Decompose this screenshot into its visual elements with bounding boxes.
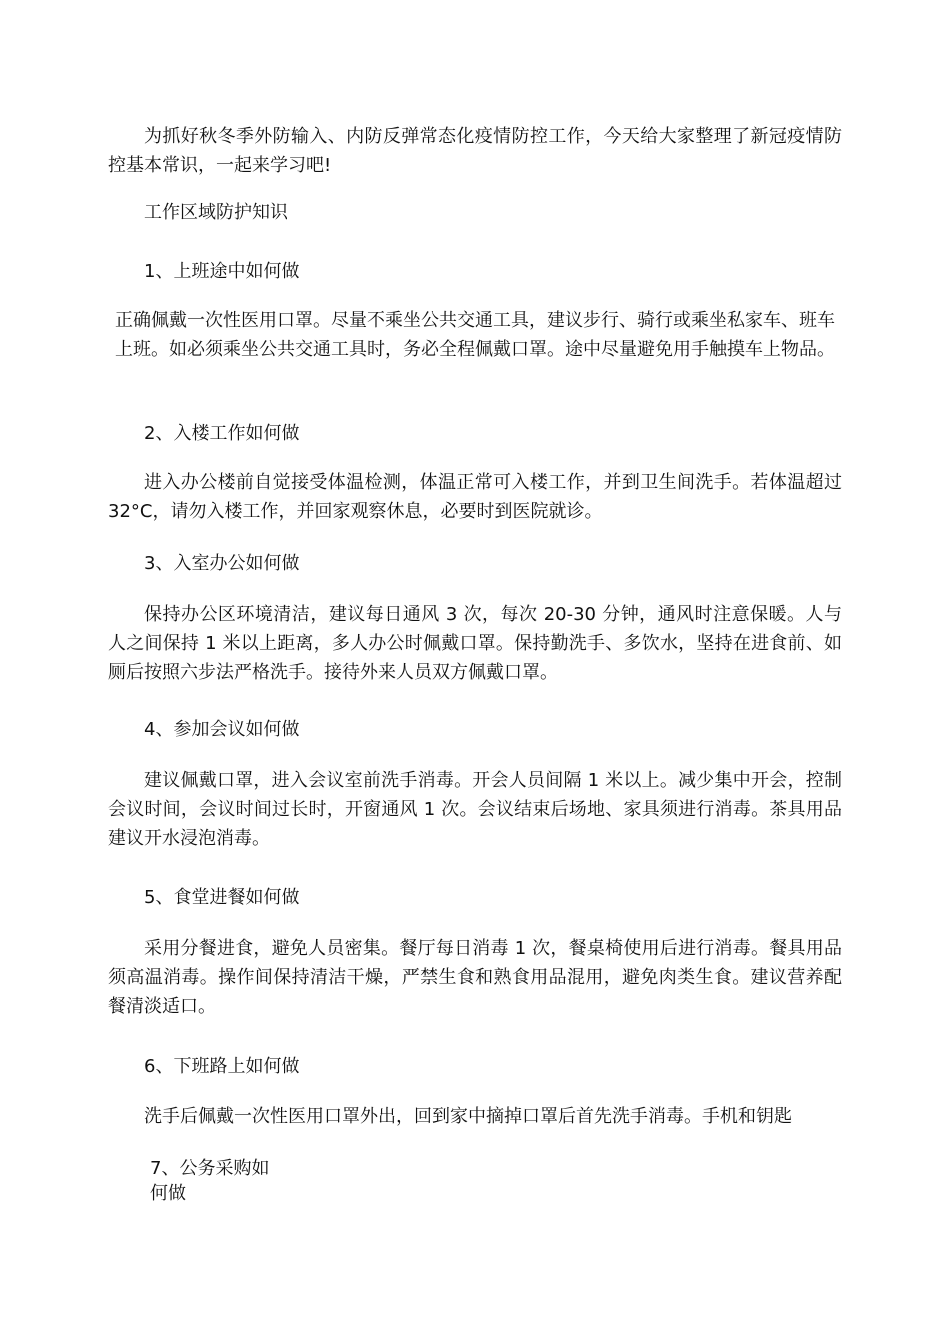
heading-6: 6、下班路上如何做 — [144, 1056, 300, 1077]
paragraph-4: 建议佩戴口罩，进入会议室前洗手消毒。开会人员间隔 1 米以上。减少集中开会，控制会议时间，会议时间过长时，开窗通风 1 次。会议结束后场地、家具须进行消毒。茶具用品建议开水浸泡消毒。 — [108, 770, 842, 849]
paragraph-6: 洗手后佩戴一次性医用口罩外出，回到家中摘掉口罩后首先洗手消毒。手机和钥匙 — [144, 1106, 792, 1127]
paragraph-1: 正确佩戴一次性医用口罩。尽量不乘坐公共交通工具，建议步行、骑行或乘坐私家车、班车上班。如必须乘坐公共交通工具时，务必全程佩戴口罩。途中尽量避免用手触摸车上物品。 — [115, 310, 835, 360]
heading-1: 1、上班途中如何做 — [144, 261, 300, 282]
heading-7-line-1: 7、公务采购如 — [150, 1158, 270, 1179]
section-title: 工作区域防护知识 — [144, 202, 288, 223]
heading-7-line-2: 何做 — [150, 1183, 186, 1204]
paragraph-5: 采用分餐进食，避免人员密集。餐厅每日消毒 1 次，餐桌椅使用后进行消毒。餐具用品须高温消毒。操作间保持清洁干燥，严禁生食和熟食用品混用，避免肉类生食。建议营养配餐清淡适口。 — [108, 938, 842, 1017]
paragraph-2: 进入办公楼前自觉接受体温检测，体温正常可入楼工作，并到卫生间洗手。若体温超过 32°C，请勿入楼工作，并回家观察休息，必要时到医院就诊。 — [108, 472, 842, 522]
heading-3: 3、入室办公如何做 — [144, 553, 300, 574]
heading-5: 5、食堂进餐如何做 — [144, 887, 300, 908]
heading-4: 4、参加会议如何做 — [144, 719, 300, 740]
heading-2: 2、入楼工作如何做 — [144, 423, 300, 444]
intro-paragraph: 为抓好秋冬季外防输入、内防反弹常态化疫情防控工作，今天给大家整理了新冠疫情防控基本常识，一起来学习吧! — [108, 126, 842, 176]
paragraph-3: 保持办公区环境清洁，建议每日通风 3 次，每次 20-30 分钟，通风时注意保暖。人与人之间保持 1 米以上距离，多人办公时佩戴口罩。保持勤洗手、多饮水，坚持在进食前、如厕后按照六步法严格洗手。接待外来人员双方佩戴口罩。 — [108, 604, 842, 683]
